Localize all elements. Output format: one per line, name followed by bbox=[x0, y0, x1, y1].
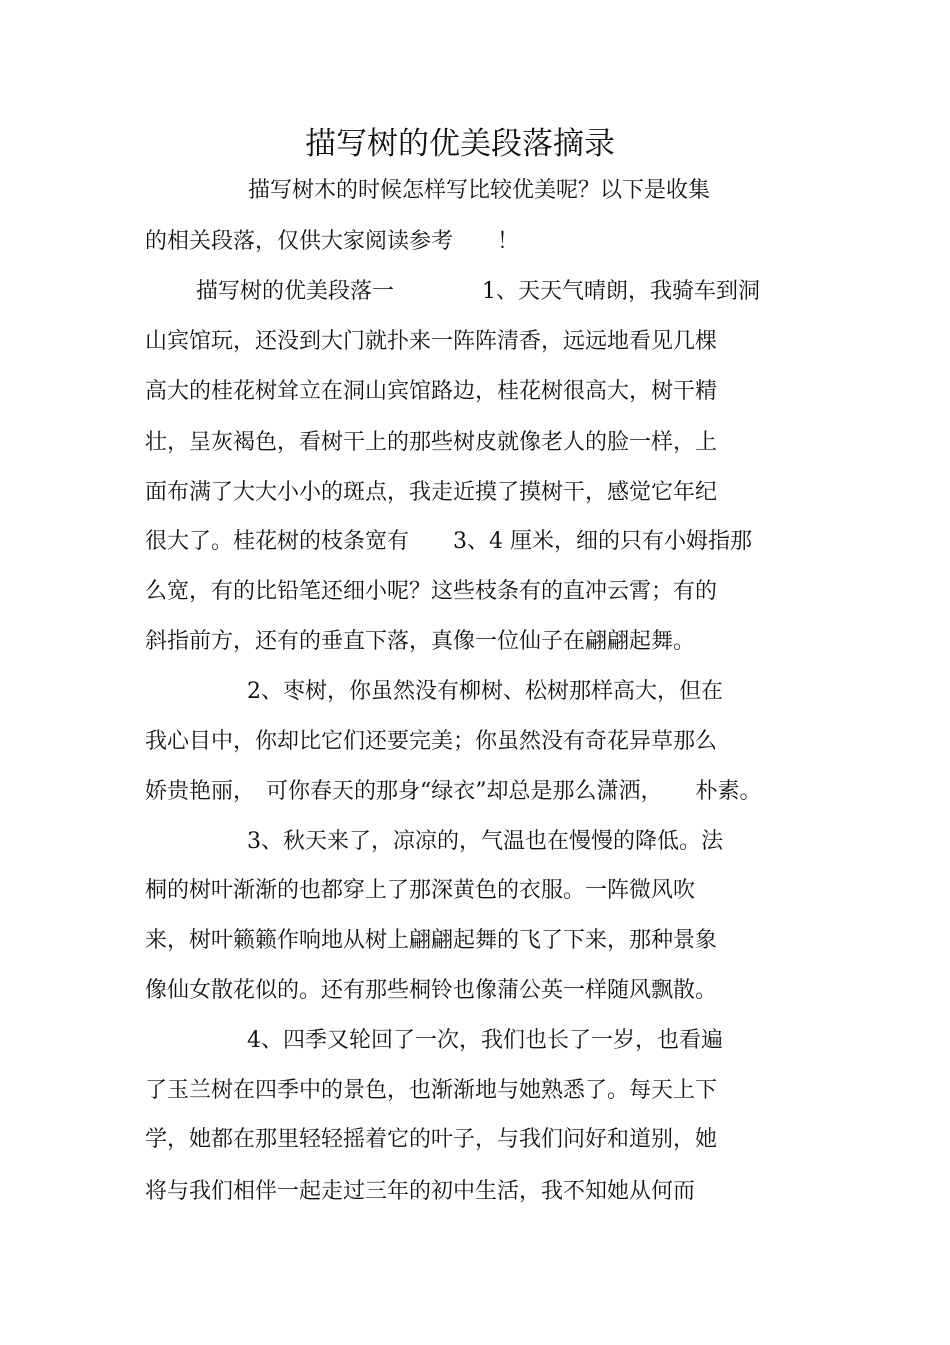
paragraph-line: 斜指前方，还有的垂直下落，真像一位仙子在翩翩起舞。 bbox=[145, 629, 696, 654]
paragraph-line: 壮，呈灰褐色，看树干上的那些树皮就像老人的脸一样，上 bbox=[145, 430, 718, 455]
paragraph-line: 桐的树叶渐渐的也都穿上了那深黄色的衣服。一阵微风吹 bbox=[145, 878, 696, 903]
paragraph-line: 了玉兰树在四季中的景色，也渐渐地与她熟悉了。每天上下 bbox=[145, 1078, 718, 1103]
paragraph-line: 将与我们相伴一起走过三年的初中生活，我不知她从何而 bbox=[145, 1179, 696, 1204]
paragraph-line: 面布满了大大小小的斑点，我走近摸了摸树干，感觉它年纪 bbox=[145, 480, 718, 505]
paragraph-line: 学，她都在那里轻轻摇着它的叶子，与我们问好和道别，她 bbox=[145, 1127, 718, 1152]
intro-line-2: 的相关段落，仅供大家阅读参考 ！ bbox=[145, 229, 520, 254]
paragraph-line: 3、秋天来了，凉凉的，气温也在慢慢的降低。法 bbox=[247, 829, 723, 854]
paragraph-line: 4、四季又轮回了一次，我们也长了一岁，也看遍 bbox=[247, 1028, 723, 1053]
page-title: 描写树的优美段落摘录 bbox=[305, 126, 615, 162]
paragraph-line: 来，树叶籁籁作响地从树上翩翩起舞的飞了下来，那种景象 bbox=[145, 928, 718, 953]
paragraph-line: 像仙女散花似的。还有那些桐铃也像蒲公英一样随风飘散。 bbox=[145, 978, 718, 1003]
paragraph-line: 我心目中，你却比它们还要完美；你虽然没有奇花异草那么 bbox=[145, 729, 718, 754]
intro-line-1: 描写树木的时候怎样写比较优美呢？以下是收集 bbox=[248, 178, 711, 203]
paragraph-line: 很大了。桂花树的枝条宽有 3、4 厘米，细的只有小姆指那 bbox=[145, 529, 752, 554]
paragraph-line: 2、枣树，你虽然没有柳树、松树那样高大，但在 bbox=[247, 679, 723, 704]
paragraph-line: 高大的桂花树耸立在洞山宾馆路边，桂花树很高大，树干精 bbox=[145, 379, 718, 404]
paragraph-line: 山宾馆玩，还没到大门就扑来一阵阵清香，远远地看见几棵 bbox=[145, 329, 718, 354]
paragraph-line: 娇贵艳丽， 可你春天的那身“绿衣”却总是那么潇洒， 朴素。 bbox=[145, 779, 762, 804]
paragraph-line: 描写树的优美段落一 1、天天气晴朗，我骑车到洞 bbox=[196, 279, 760, 304]
paragraph-line: 么宽，有的比铅笔还细小呢？这些枝条有的直冲云霄；有的 bbox=[145, 579, 718, 604]
